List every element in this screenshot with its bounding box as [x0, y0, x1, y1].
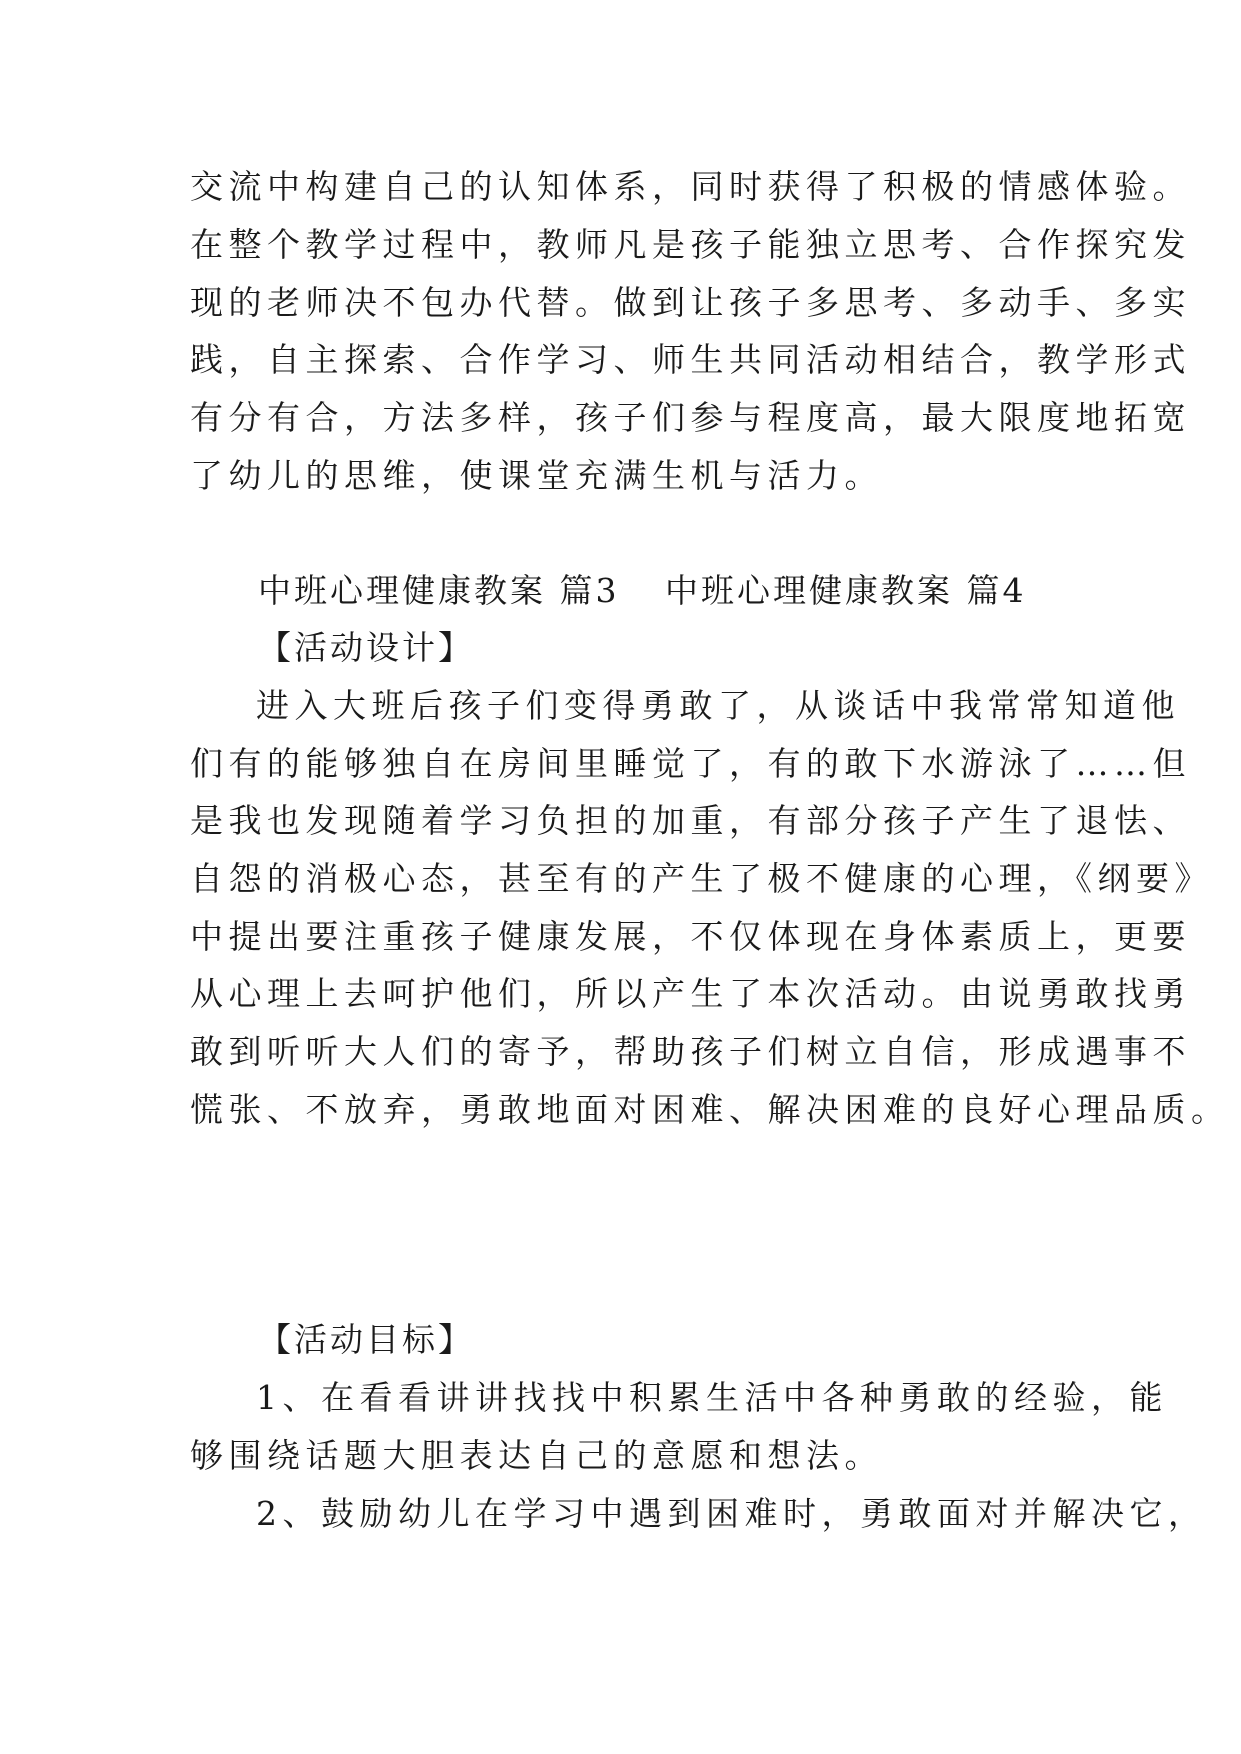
section-heading-3: 中班心理健康教案 篇3: [258, 571, 620, 610]
paragraph-line: 是我也发现随着学习负担的加重，有部分孩子产生了退怯、: [190, 801, 1191, 840]
goal-line: 够围绕话题大胆表达自己的意愿和想法。: [190, 1436, 883, 1475]
paragraph-line: 有分有合，方法多样，孩子们参与程度高，最大限度地拓宽: [190, 398, 1191, 437]
paragraph-line: 践，自主探索、合作学习、师生共同活动相结合，教学形式: [190, 340, 1191, 379]
section-heading-4: 中班心理健康教案 篇4: [665, 571, 1027, 610]
paragraph-line: 在整个教学过程中，教师凡是孩子能独立思考、合作探究发: [190, 225, 1191, 264]
section-label-design: 【活动设计】: [258, 628, 474, 667]
goal-line: 1、在看看讲讲找找中积累生活中各种勇敢的经验，能: [256, 1378, 1168, 1417]
paragraph-line: 自怨的消极心态，甚至有的产生了极不健康的心理，《纲要》: [190, 859, 1213, 898]
paragraph-line: 从心理上去呵护他们，所以产生了本次活动。由说勇敢找勇: [190, 974, 1191, 1013]
paragraph-line: 慌张、不放弃，勇敢地面对困难、解决困难的良好心理品质。: [190, 1090, 1230, 1129]
paragraph-line: 敢到听听大人们的寄予，帮助孩子们树立自信，形成遇事不: [190, 1032, 1191, 1071]
paragraph-line: 了幼儿的思维，使课堂充满生机与活力。: [190, 456, 883, 495]
goal-line: 2、鼓励幼儿在学习中遇到困难时，勇敢面对并解决它，: [256, 1494, 1207, 1533]
paragraph-line: 中提出要注重孩子健康发展，不仅体现在身体素质上，更要: [190, 917, 1191, 956]
paragraph-line: 交流中构建自己的认知体系，同时获得了积极的情感体验。: [190, 167, 1191, 206]
paragraph-line: 进入大班后孩子们变得勇敢了，从谈话中我常常知道他: [256, 686, 1180, 725]
paragraph-line: 现的老师决不包办代替。做到让孩子多思考、多动手、多实: [190, 283, 1191, 322]
section-label-goals: 【活动目标】: [258, 1320, 474, 1359]
paragraph-line: 们有的能够独自在房间里睡觉了，有的敢下水游泳了……但: [190, 744, 1191, 783]
